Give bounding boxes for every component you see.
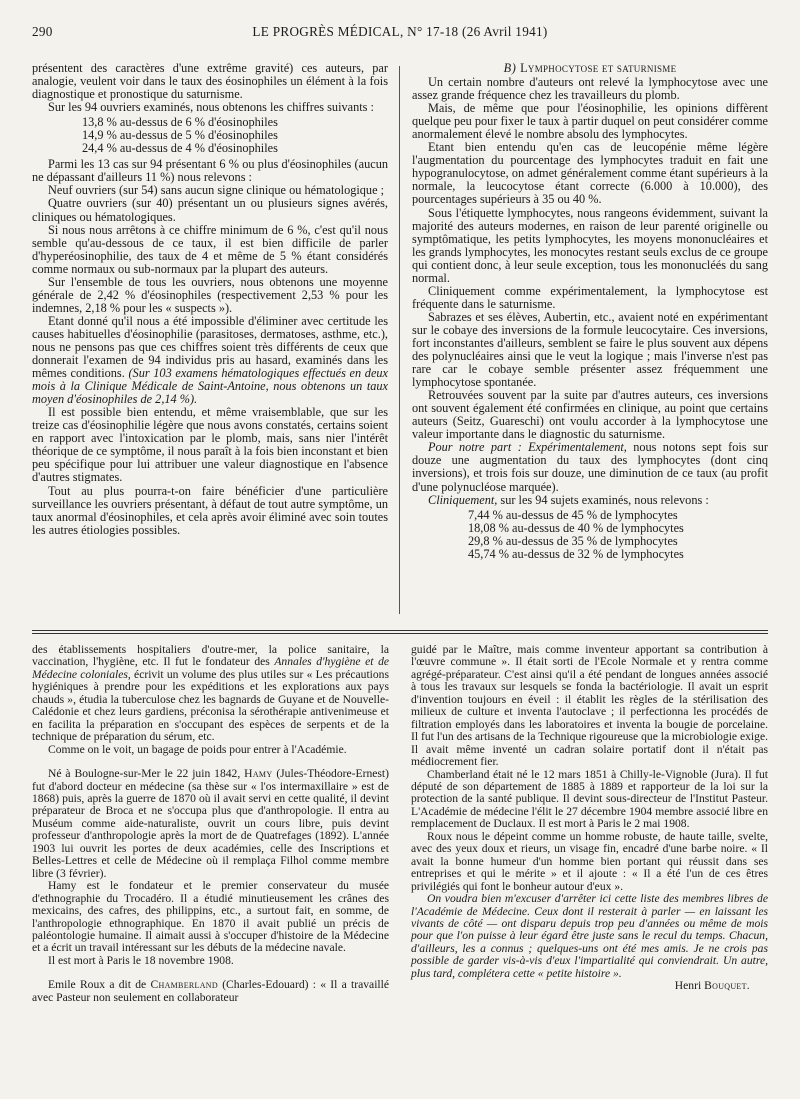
lymphocyte-stats <box>412 509 768 561</box>
paragraph-text: (Charles-Edouard) : « Il a travaillé avec Pasteur non seulement en collaborateur <box>32 978 390 1004</box>
stat-line: 29,8 % au-dessus de 35 % de lymphocytes <box>468 533 678 548</box>
top-section <box>32 62 768 628</box>
stat-line: 7,44 % au-dessus de 45 % de lymphocytes <box>468 507 678 522</box>
paragraph: Il est mort à Paris le 18 novembre 1908. <box>48 953 234 967</box>
italic-note: (Sur 103 examens hématologiques effectués en deux mois à la Clinique Médicale de Saint-Antoine, nous obtenons un taux moyen d'éosinophiles de 2,14 %). <box>32 366 389 407</box>
paragraph: Il est possible bien entendu, et même vraisemblable, que sur les treize cas d'éosinophilie légère que nous avons constatés, certains soient en rapport avec l'intoxication par le plomb, mais, sans nier l'intérêt théorique de ce symptôme, il nous paraît à la fois bien inconstant et bien peu spécifique pour lui attribuer une valeur diagnostique en l'absence d'autres stigmates. <box>32 405 388 485</box>
bottom-right-column <box>411 644 768 993</box>
running-title: LE PROGRÈS MÉDICAL, N° 17-18 (26 Avril 1941) <box>252 24 548 39</box>
paragraph <box>412 494 768 507</box>
paragraph: Cliniquement comme expérimentalement, la lymphocytose est fréquente dans le saturnisme. <box>412 283 768 311</box>
paragraph-text: sur les 94 sujets examinés, nous relevons : <box>497 492 709 507</box>
paragraph: Hamy est le fondateur et le premier conservateur du musée d'ethnographie du Trocadéro. Il a étudié minutieusement les crânes des mexicains, des cafres, des philippins, etc., a surtout fait, en somme, de l'anthropologie ethnographique. En 1870 il avait publié un précis de paléontologie humaine. Il aimait aussi à s'occuper d'histoire de la Médecine et a écrit un travail intéressant sur les débuts de la médecine navale. <box>32 879 389 955</box>
italic-lead: Pour notre part : Expérimentalement, <box>428 440 627 455</box>
paragraph: présentent des caractères d'une extrême gravité) ces auteurs, par analogie, veulent voir dans le taux des éosinophiles un élément à la fois diagnostique et pronostique du saturnisme. <box>32 61 388 102</box>
stat-line: 45,74 % au-dessus de 32 % de lymphocytes <box>468 546 684 561</box>
journal-title: Annales d'hygiène et de Médecine coloniales, <box>32 655 390 681</box>
top-left-column <box>32 62 388 537</box>
paragraph: Sur l'ensemble de tous les ouvriers, nous obtenons une moyenne générale de 2,42 % d'éosinophiles (respectivement 2,53 % pour les indemnes, 2,18 % pour les « suspects »). <box>32 274 388 315</box>
section-title: Lymphocytose et saturnisme <box>520 61 677 75</box>
column-divider <box>399 66 400 614</box>
paragraph-text: Né à Boulogne-sur-Mer le 22 juin 1842, <box>48 767 245 781</box>
paragraph: Tout au plus pourra-t-on faire bénéficier d'une particulière surveillance les ouvriers présentant, à défaut de tout autre symptôme, un taux anormal d'éosinophiles, et cela après avoir éliminé avec soin toutes les autres étiologies possibles. <box>32 483 388 537</box>
paragraph-text: Etant donné qu'il nous a été impossible d'éliminer avec certitude les causes habituelles d'éosinophilie (parasitoses, dermatoses, asthme, etc.), nous ne pensons pas que ces chiffres soient très différents de ceux que donnerait l'examen de 94 individus pris au hasard, examinés dans les mêmes conditions. <box>32 313 388 381</box>
section-letter: B) <box>503 61 517 75</box>
paragraph-text: des établissements hospitaliers d'outre-mer, la police sanitaire, la vaccination, l'hygiène, etc. Il fut le fondateur des <box>32 643 389 669</box>
paragraph: Mais, de même que pour l'éosinophilie, les opinions diffèrent quelque peu pour fixer le taux à partir duquel on peut considérer comme anormalement élevé le nombre absolu des lymphocytes. <box>412 101 768 142</box>
page-number: 290 <box>32 24 53 39</box>
person-name: Hamy <box>244 767 273 781</box>
person-name: Chamberland <box>150 978 218 992</box>
stat-line: 24,4 % au-dessus de 4 % d'éosinophiles <box>82 141 278 156</box>
top-right-column <box>412 62 768 564</box>
closing-note: On voudra bien m'excuser d'arrêter ici cette liste des membres libres de l'Académie de Médecine. Ceux dont il resterait à parler — en laissant les vivants de côté — ont disparu depuis trop peu d'années ou même de mois pour que l'on puisse à leur égard être juste sans le recul du temps. Chacun, d'ailleurs, les a connus ; quelques-uns ont été mes amis. Je ne crois pas possible de garder vis-à-vis d'eux l'impartialité qui conviendrait. Un autre, plus tard, complétera cette « petite histoire ». <box>411 892 768 980</box>
paragraph: Retrouvées souvent par la suite par d'autres auteurs, ces inversions ont souvent également été confirmées en clinique, au point que certains auteurs (Seitz, Guareschi) ont voulu accorder à la lymphocytose une valeur importante dans le diagnostic du saturnisme. <box>412 388 768 442</box>
paragraph <box>32 768 389 880</box>
paragraph-text: Emile Roux a dit de <box>48 978 151 992</box>
paragraph <box>32 644 389 744</box>
paragraph: Roux nous le dépeint comme un homme robuste, de haute taille, svelte, avec des yeux doux et rieurs, un visage fin, encadré d'une barbe noire. « Il avait la bonne humeur d'un homme bien portant qui réussit dans ses entreprises et qui le mérite » et il ajoute : « Il a été l'un de ces êtres privilégiés qui font le bonheur autour d'eux ». <box>411 829 768 893</box>
section-rule <box>32 630 768 631</box>
stat-line: 18,08 % au-dessus de 40 % de lymphocytes <box>468 520 684 535</box>
section-rule <box>32 633 768 634</box>
signature-last-name: Bouquet. <box>704 979 750 993</box>
bottom-section <box>32 644 768 1096</box>
signature-first-name: Henri <box>674 979 702 993</box>
paragraph: Parmi les 13 cas sur 94 présentant 6 % ou plus d'éosinophiles (aucun ne dépassant d'ailleurs 11 %) nous relevons : <box>32 157 388 185</box>
paragraph: Sur les 94 ouvriers examinés, nous obtenons les chiffres suivants : <box>48 100 374 115</box>
paragraph: Sabrazes et ses élèves, Aubertin, etc., avaient noté en expérimentant sur le cobaye des inversions de la formule leucocytaire. Ces inversions, fort inconstantes d'ailleurs, semblent se faire le plus souvent aux dépens des polynucléaires ainsi que le veut la logique ; mais l'inverse n'est pas rare car le cobaye semble présenter assez fréquemment une lymphocytose spontanée. <box>412 309 768 390</box>
page-header <box>32 22 768 44</box>
paragraph: Quatre ouvriers (sur 40) présentant un ou plusieurs signes avérés, cliniques ou hématologiques. <box>32 196 388 224</box>
eosinophil-stats <box>32 116 388 155</box>
stat-line: 13,8 % au-dessus de 6 % d'éosinophiles <box>82 115 278 130</box>
paragraph <box>32 315 388 406</box>
paragraph-text: nous notons sept fois sur douze une augmentation du taux des lymphocytes (dont cinq inversions), et trois fois sur douze, une diminution de ce taux (au profit d'une polynucléose marquée). <box>412 440 768 494</box>
paragraph: Etant bien entendu qu'en cas de leucopénie même légère l'augmentation du pourcentage des lymphocytes traduit en fait une hypogranulocytose, on admet généralement comme étant supérieurs à la normale, la leucocytose étant correcte (6.000 à 10.000), des pourcentages supérieurs à 35 ou 40 %. <box>412 140 768 207</box>
paragraph-text: (Jules-Théodore-Ernest) fut d'abord docteur en médecine (sa thèse sur « l'os intermaxillaire » est de 1868) puis, après la guerre de 1870 où il avait servi en cette qualité, il devint préparateur de Broca et ne s'occupa plus que d'anthropologie. Il entra au Muséum comme aide-naturaliste, ouvrit un cours libre, puis devint professeur d'anthropologie après la mort de de Quatrefages (1892). L'année 1903 lui ouvrit les portes de deux académies, celle des Inscriptions et Belles-Lettres et celle de Médecine où il remplaça Filhol comme membre libre (3 février). <box>32 767 389 880</box>
stat-line: 14,9 % au-dessus de 5 % d'éosinophiles <box>82 128 278 143</box>
paragraph: Sous l'étiquette lymphocytes, nous rangeons évidemment, suivant la majorité des auteurs modernes, en raison de leur parenté originelle ou symptômatique, les petits lymphocytes, les moyens mononucléaires et les grands lymphocytes, les monocytes restant seuls exclus de ce groupe qui contient donc, à leur seule exception, tous les mononucléés du sang normal. <box>412 205 768 285</box>
author-signature <box>411 980 768 992</box>
paragraph: Comme on le voit, un bagage de poids pour entrer à l'Académie. <box>48 742 347 756</box>
paragraph: Chamberland était né le 12 mars 1851 à Chilly-le-Vignoble (Jura). Il fut député de son département de 1885 à 1889 et rapporteur de la loi sur la protection de la santé publique. Il devint sous-directeur de l'Institut Pasteur. L'Académie de médecine l'élit le 27 décembre 1904 membre associé libre en remplacement de Duclaux. Il est mort à Paris le 2 mai 1908. <box>411 767 768 831</box>
paragraph: Un certain nombre d'auteurs ont relevé la lymphocytose avec une assez grande fréquence chez les travailleurs du plomb. <box>412 75 768 103</box>
paragraph: Neuf ouvriers (sur 54) sans aucun signe clinique ou hématologique ; <box>48 183 385 198</box>
bottom-left-column <box>32 644 389 1004</box>
italic-lead: Cliniquement, <box>428 492 498 507</box>
paragraph-text: écrivit un volume des plus utiles sur « Les précautions hygiéniques à prendre pour les expéditions et les explorations aux pays chauds », étudia la tuberculose chez les bagnards de Guyane et de Nouvelle-Calédonie et chez leurs gardiens, préconisa la sérothérapie antivenimeuse et en facilita la préparation en s'occupant des espèces de serpents et de la technique de préparation du sérum, etc. <box>32 667 389 744</box>
paragraph: Si nous nous arrêtons à ce chiffre minimum de 6 %, c'est qu'il nous semble qu'au-dessous de ce taux, il est bien difficile de parler d'hyperéosinophilie, des taux de 4 et même de 5 % étant considérés comme normaux ou sub-normaux par la plupart des auteurs. <box>32 222 388 276</box>
paragraph <box>412 441 768 493</box>
section-heading <box>412 62 768 75</box>
paragraph <box>32 979 389 1004</box>
paragraph: guidé par le Maître, mais comme inventeur apportant sa contribution à l'œuvre commune ». Il était sorti de l'Ecole Normale et y rentra comme agrégé-préparateur. C'est ainsi qu'il a été pendant de longues années associé à tous les travaux sur lesquels se fonda la bactériologie. Il avait un esprit d'invention toujours en éveil : il établit les règles de la stérilisation des milieux de culture et inventa l'autoclave ; il perfectionna les procédés de filtration employés dans les laboratoires et inventa la bougie de porcelaine. Il fut l'un des artisans de la Technique rigoureuse que la microbiologie exige. Il avait même inventé un cadran solaire portatif dont il n'était pas médiocrement fier. <box>411 643 768 769</box>
